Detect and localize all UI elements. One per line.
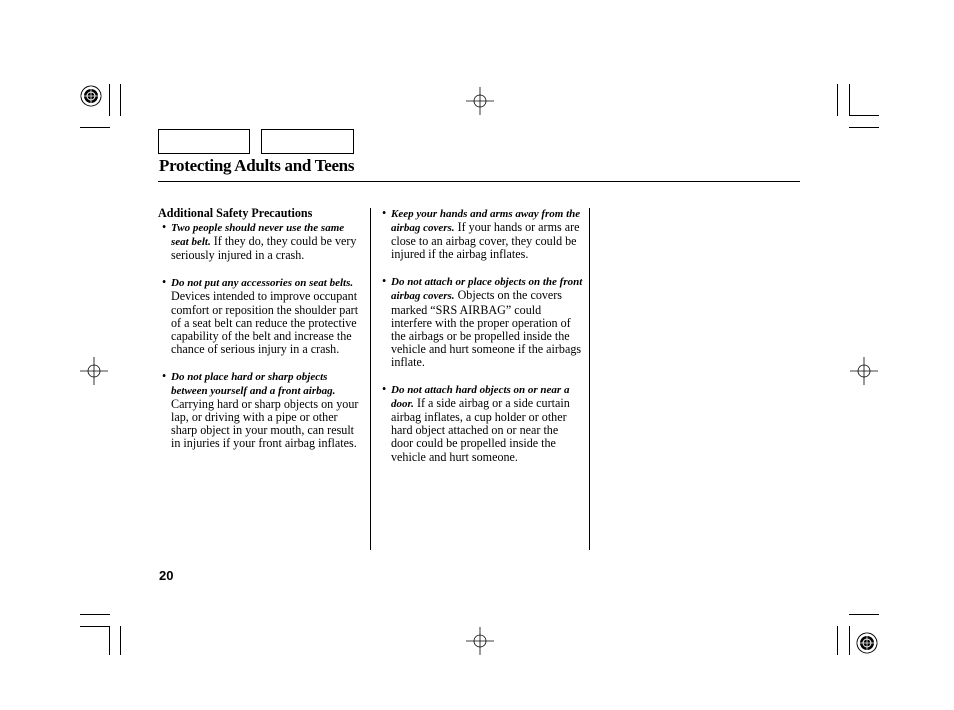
crop-mark [109,626,110,655]
list-item [158,370,363,451]
list-item [378,207,583,261]
bullet-icon: • [382,206,387,220]
bullet-icon: • [162,368,167,383]
item-emphasis: Keep your hands and arms away from the airbag covers. [391,208,581,235]
item-emphasis: Do not put any accessories on seat belts. [171,277,354,290]
crop-mark [849,614,879,615]
crosshair-icon [466,87,494,115]
page-number: 20 [159,568,174,583]
crop-mark [109,84,110,116]
registration-target-icon [79,84,103,108]
bullet-icon: • [162,275,167,290]
item-text: Devices intended to improve occupant comfort or reposition the shoulder part of a seat belt can reduce the protective capability of the belt and increase the chance of serious injury in a crash. [171,289,359,356]
item-emphasis: Two people should never use the same seat belt. [171,222,345,249]
section-heading: Additional Safety Precautions [158,206,313,220]
page-title: Protecting Adults and Teens [159,156,355,175]
list-item [158,221,363,262]
item-emphasis: Do not attach hard objects on or near a door. [391,384,570,411]
crop-mark [849,626,850,655]
crop-mark [120,84,121,116]
crop-mark [849,127,879,128]
list-item [158,276,363,356]
crosshair-icon [80,357,108,385]
item-text: If your hands or arms are close to an airbag cover, they could be injured if the airbag inflates. [391,220,580,262]
item-emphasis: Do not attach or place objects on the front airbag covers. [391,276,583,303]
crop-mark [80,614,110,615]
crop-mark [80,626,110,627]
crop-mark [837,626,838,655]
bullet-icon: • [162,220,167,235]
column-divider [589,208,590,550]
item-text: If a side airbag or a side curtain airbag inflates, a cup holder or other hard object attached on or near the door could be propelled inside the vehicle and hurt someone. [391,396,570,464]
crop-mark [849,115,879,116]
registration-target-icon [855,631,879,655]
list-item [378,383,583,464]
item-text: Objects on the covers marked “SRS AIRBAG” could interfere with the proper operation of the airbags or be propelled inside the vehicle and hurt someone if the airbags inflate. [391,288,582,369]
item-text: Carrying hard or sharp objects on your lap, or driving with a pipe or other sharp object in your mouth, can result in injuries if your front airbag inflates. [171,397,359,451]
header-tab-box [158,129,250,154]
title-rule [158,181,800,182]
left-column [158,207,363,451]
right-column [378,207,583,464]
header-tab-box [261,129,354,154]
crop-mark [80,127,110,128]
crosshair-icon [466,627,494,655]
list-item [378,275,583,369]
column-divider [370,208,371,550]
crop-mark [120,626,121,655]
crosshair-icon [850,357,878,385]
item-text: If they do, they could be very seriously injured in a crash. [171,234,357,263]
crop-mark [849,84,850,116]
bullet-icon: • [382,382,387,397]
bullet-icon: • [382,274,387,289]
crop-mark [837,84,838,116]
item-emphasis: Do not place hard or sharp objects between yourself and a front airbag. [171,370,336,398]
